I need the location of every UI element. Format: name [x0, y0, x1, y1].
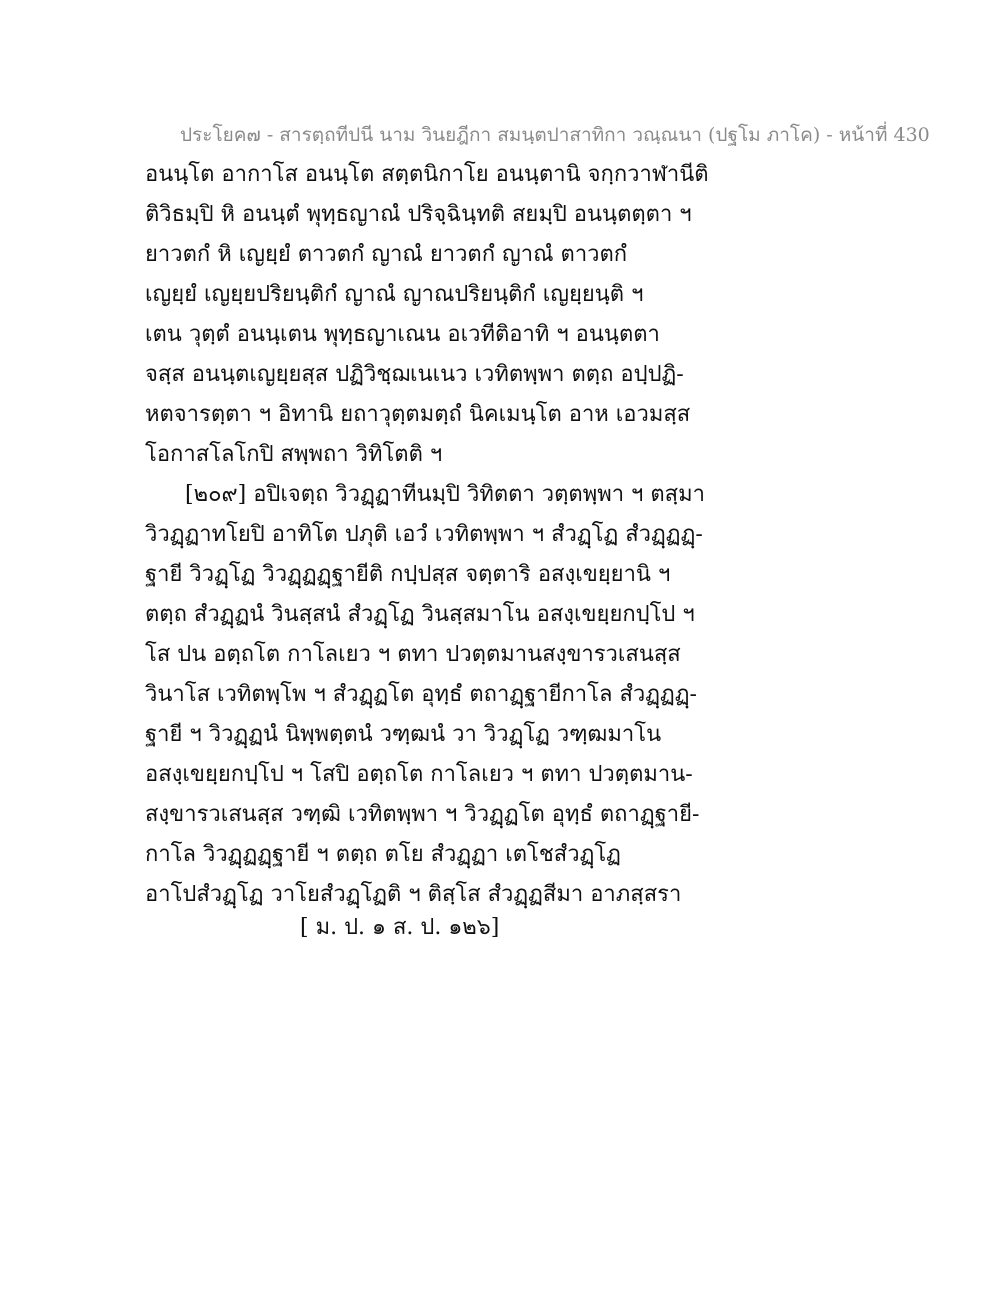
text-line: เญยฺยํ เญยฺยปริยนฺติกํ ญาณํ ญาณปริยนฺติกํ เญยฺยนฺติ ฯ [145, 282, 644, 307]
text-line: อาโปสํวฏฺโฏ วาโยสํวฏฺโฏติ ฯ ติสฺโส สํวฏฺฏสีมา อาภสฺสรา [145, 882, 682, 907]
text-line: [๒๐๙] อปิเจตฺถ วิวฏฺฏาทีนมฺปิ วิทิตตา วตฺตพฺพา ฯ ตสฺมา [185, 482, 705, 507]
text-line: ฐายี วิวฏฺโฏ วิวฏฺฏฏฺฐายีติ กปฺปสฺส จตฺตาริ อสงฺเขยฺยานิ ฯ [145, 562, 671, 587]
text-line: โส ปน อตฺถโต กาโลเยว ฯ ตทา ปวตฺตมานสงฺขารวเสนสฺส [145, 642, 681, 667]
paragraph-1 [145, 155, 865, 475]
running-header: ประโยค๗ - สารตฺถทีปนี นาม วินยฎีกา สมนฺตปาสาทิกา วณฺณนา (ปฐโม ภาโค) - หน้าที่ 430 [180, 124, 930, 146]
text-line: เตน วุตฺตํ อนนฺเตน พุทฺธญาเณน อเวทีติอาทิ ฯ อนนฺตตา [145, 322, 660, 347]
text-line: โอกาสโลโกปิ สพฺพถา วิทิโตติ ฯ [145, 442, 443, 467]
text-line: อนนฺโต อากาโส อนนฺโต สตฺตนิกาโย อนนฺตานิ จกฺกวาฬานีติ [145, 162, 709, 187]
paragraph-2 [145, 475, 865, 915]
text-line: ติวิธมฺปิ หิ อนนฺตํ พุทฺธญาณํ ปริจฺฉินฺทติ สยมฺปิ อนนฺตตฺตา ฯ [145, 202, 692, 227]
text-line: หตจารตฺตา ฯ อิทานิ ยถาวุตฺตมตฺถํ นิคเมนฺโต อาห เอวมสฺส [145, 402, 691, 427]
text-line: ยาวตกํ หิ เญยฺยํ ตาวตกํ ญาณํ ยาวตกํ ญาณํ ตาวตกํ [145, 242, 628, 267]
body-text [145, 155, 865, 915]
text-line: สงฺขารวเสนสฺส วฑฺฒิ เวทิตพฺพา ฯ วิวฏฺฏโต อุทฺธํ ตถาฏฺฐายี- [145, 802, 700, 827]
text-line: จสฺส อนนฺตเญยฺยสฺส ปฏิวิชฺฌเนเนว เวทิตพฺพา ตตฺถ อปฺปฏิ- [145, 362, 684, 387]
text-line: วินาโส เวทิตพฺโพ ฯ สํวฏฺฏโต อุทฺธํ ตถาฏฺฐายีกาโล สํวฏฺฏฏฺ- [145, 682, 697, 707]
text-line: ตตฺถ สํวฏฺฏนํ วินสฺสนํ สํวฏฺโฏ วินสฺสมาโน อสงฺเขยฺยกปฺโป ฯ [145, 602, 695, 627]
text-line: วิวฏฺฏาทโยปิ อาทิโต ปภุติ เอวํ เวทิตพฺพา ฯ สํวฏฺโฏ สํวฏฺฏฏฺ- [145, 522, 703, 547]
text-line: กาโล วิวฏฺฏฏฺฐายี ฯ ตตฺถ ตโย สํวฏฺฏา เตโชสํวฏฺโฏ [145, 842, 621, 867]
text-line: ฐายี ฯ วิวฏฺฏนํ นิพฺพตฺตนํ วฑฺฒนํ วา วิวฏฺโฏ วฑฺฒมาโน [145, 722, 662, 747]
source-reference: [ ม. ป. ๑ ส. ป. ๑๒๖] [300, 915, 500, 940]
text-line: อสงฺเขยฺยกปฺโป ฯ โสปิ อตฺถโต กาโลเยว ฯ ตทา ปวตฺตมาน- [145, 762, 693, 787]
